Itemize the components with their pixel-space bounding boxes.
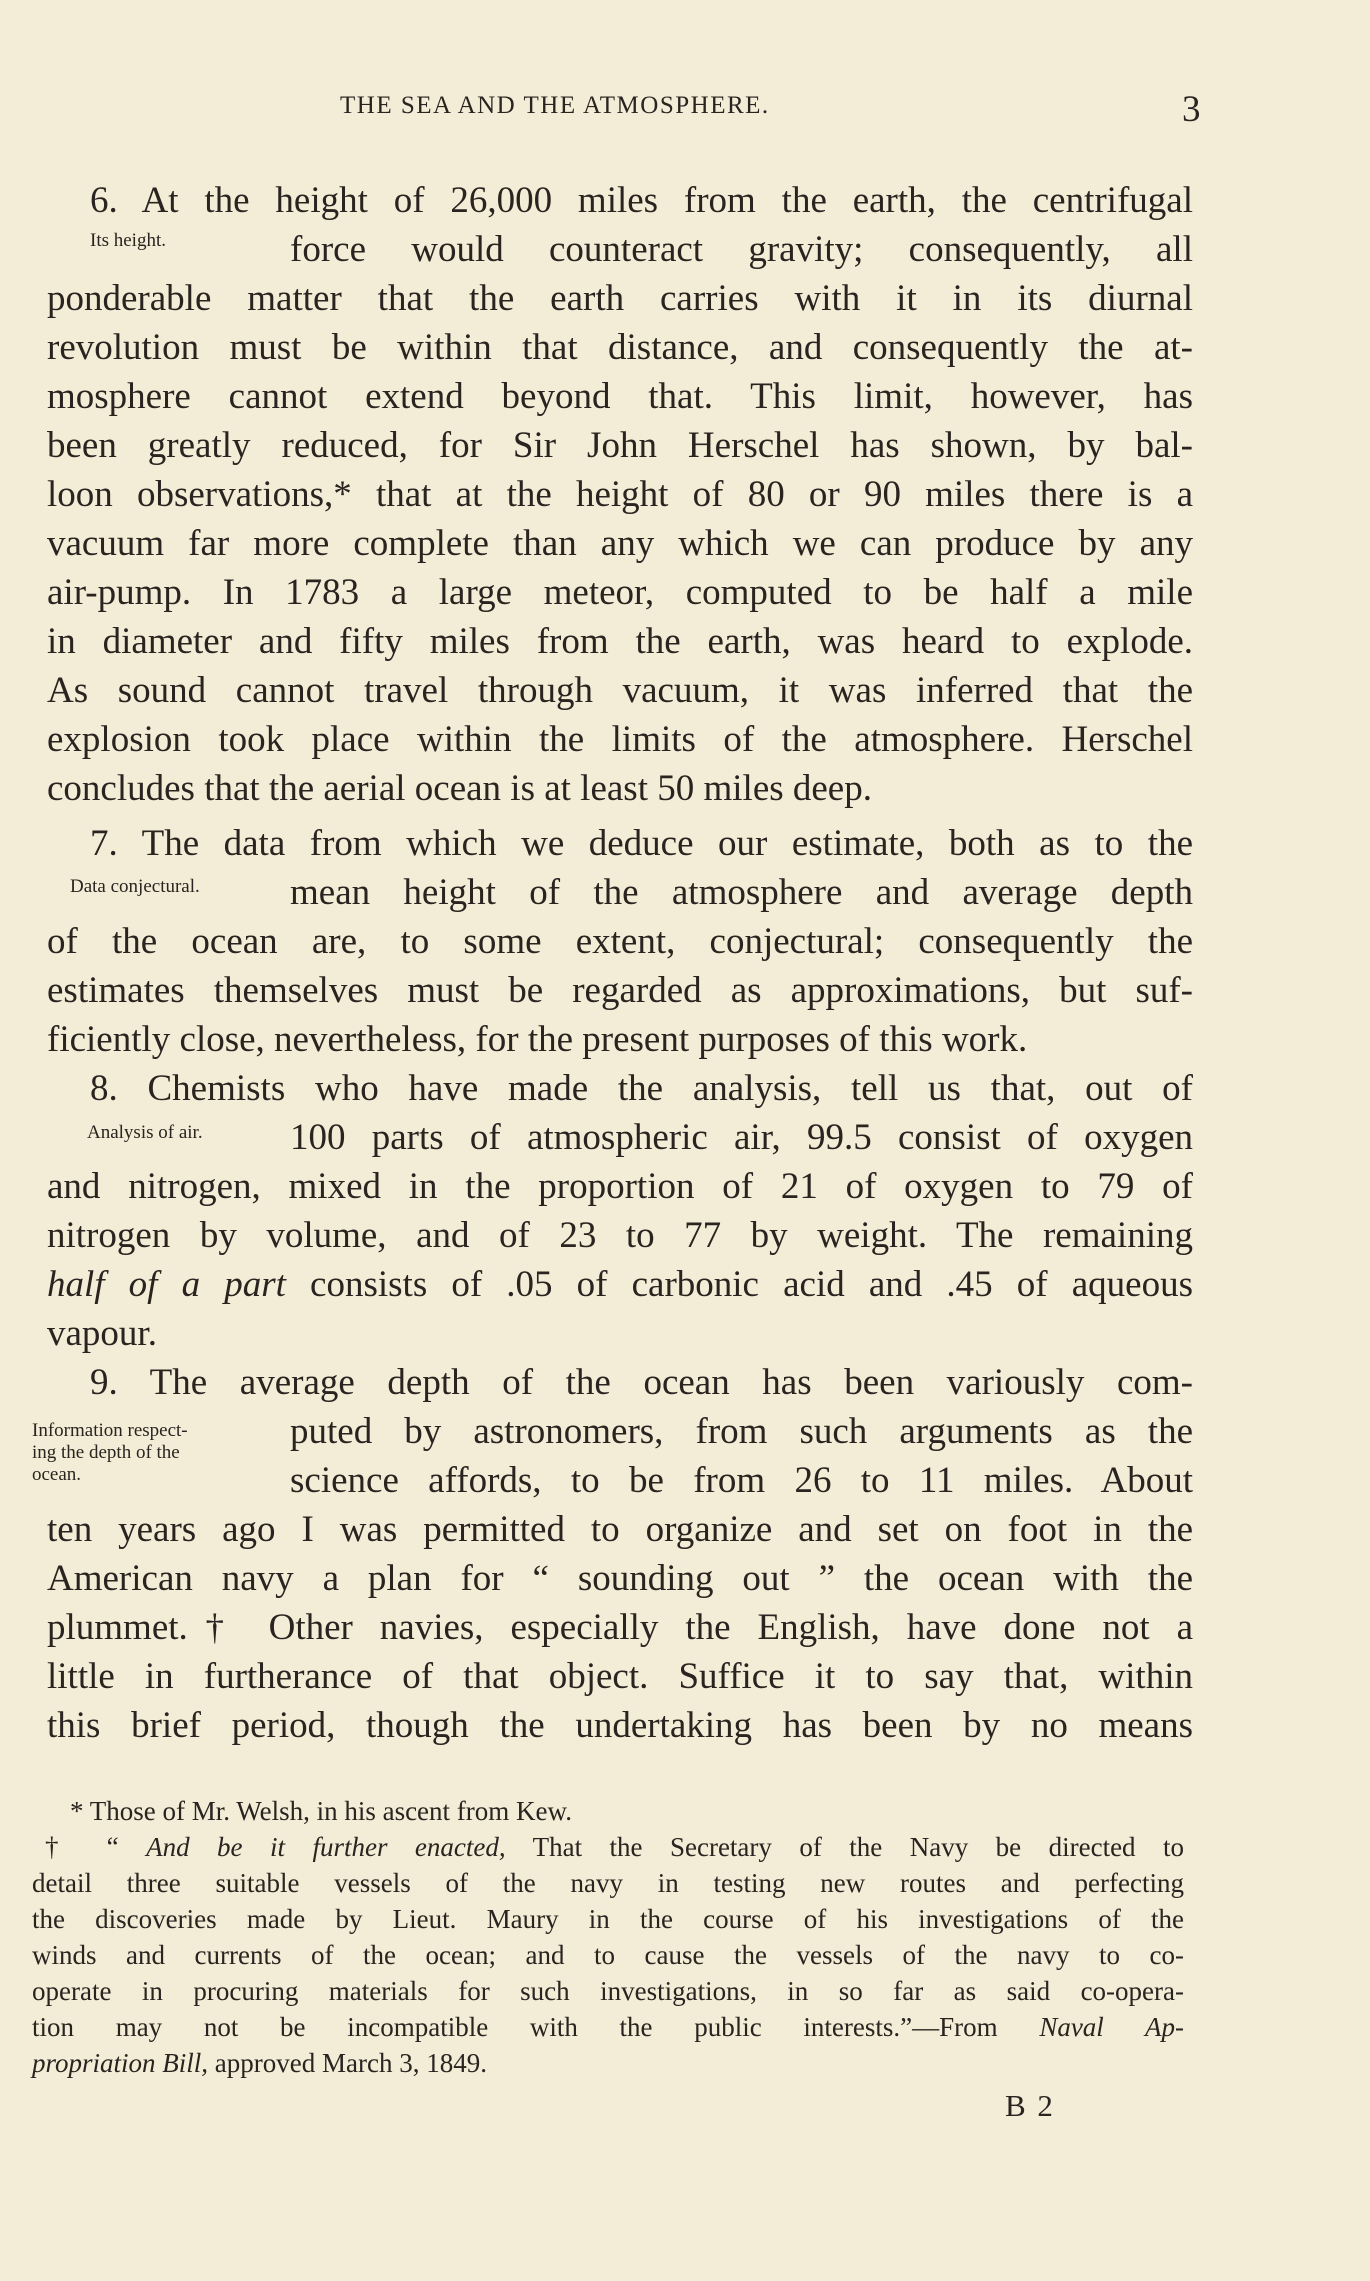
body-line: mosphere cannot extend beyond that. This limit, however, has <box>47 376 1193 417</box>
footnote-text: That the Secretary of the Navy be directed to <box>505 1832 1185 1862</box>
sidenote-data-conjectural: Data conjectural. <box>70 876 200 897</box>
italic-phrase: propriation Bill, <box>32 2048 209 2078</box>
footnote-line: operate in procuring materials for such investigations, in so far as said co-opera- <box>32 1976 1184 2006</box>
body-line: 100 parts of atmospheric air, 99.5 consist of oxygen <box>290 1117 1193 1158</box>
body-line: mean height of the atmosphere and average depth <box>290 872 1193 913</box>
body-line: vacuum far more complete than any which we can produce by any <box>47 523 1193 564</box>
sidenote-information-line1: Information respect- <box>32 1420 188 1441</box>
body-line: explosion took place within the limits of the atmosphere. Herschel <box>47 719 1193 760</box>
body-line: ponderable matter that the earth carries with it in its diurnal <box>47 278 1193 319</box>
body-line: 9. The average depth of the ocean has been variously com- <box>90 1362 1193 1403</box>
body-line: 6. At the height of 26,000 miles from the earth, the centrifugal <box>90 180 1193 221</box>
body-line: in diameter and fifty miles from the earth, was heard to explode. <box>47 621 1193 662</box>
footnote-line: winds and currents of the ocean; and to cause the vessels of the navy to co- <box>32 1940 1184 1970</box>
footnote-line <box>45 1829 1184 1865</box>
footnote-line: * Those of Mr. Welsh, in his ascent from Kew. <box>70 1796 573 1826</box>
body-line: ficiently close, nevertheless, for the present purposes of this work. <box>47 1019 1028 1060</box>
body-line: force would counteract gravity; consequently, all <box>290 229 1193 270</box>
signature-mark: B 2 <box>1005 2088 1055 2123</box>
footnote-text: tion may not be incompatible with the public interests.”—From <box>32 2012 1040 2042</box>
body-line: loon observations,* that at the height of 80 or 90 miles there is a <box>47 474 1193 515</box>
body-line: ten years ago I was permitted to organize and set on foot in the <box>47 1509 1193 1550</box>
body-line: puted by astronomers, from such arguments as the <box>290 1411 1193 1452</box>
page-number: 3 <box>1182 89 1201 130</box>
sidenote-analysis-of-air: Analysis of air. <box>87 1122 203 1143</box>
body-line: estimates themselves must be regarded as approximations, but suf- <box>47 970 1193 1011</box>
sidenote-its-height: Its height. <box>90 230 166 251</box>
body-line: concludes that the aerial ocean is at least 50 miles deep. <box>47 768 872 809</box>
running-head: THE SEA AND THE ATMOSPHERE. <box>340 92 770 119</box>
italic-phrase: Naval Ap- <box>1039 2012 1184 2042</box>
body-line: plummet.† Other navies, especially the English, have done not a <box>47 1607 1193 1648</box>
body-line: 8. Chemists who have made the analysis, tell us that, out of <box>90 1068 1193 1109</box>
body-line: American navy a plan for “ sounding out ” the ocean with the <box>47 1558 1193 1599</box>
body-line: science affords, to be from 26 to 11 miles. About <box>290 1460 1193 1501</box>
body-line: been greatly reduced, for Sir John Herschel has shown, by bal- <box>47 425 1193 466</box>
footnote-text: approved March 3, 1849. <box>208 2048 487 2078</box>
footnote-line <box>32 2009 1184 2045</box>
body-text: consists of .05 of carbonic acid and .45 of aqueous <box>285 1264 1193 1305</box>
body-line: 7. The data from which we deduce our estimate, both as to the <box>90 823 1193 864</box>
body-line: nitrogen by volume, and of 23 to 77 by weight. The remaining <box>47 1215 1193 1256</box>
body-line <box>47 1260 1193 1309</box>
body-line: little in furtherance of that object. Suffice it to say that, within <box>47 1656 1193 1697</box>
footnote-line: the discoveries made by Lieut. Maury in the course of his investigations of the <box>32 1904 1184 1934</box>
italic-phrase: half of a part <box>47 1264 286 1305</box>
body-line: As sound cannot travel through vacuum, it was inferred that the <box>47 670 1193 711</box>
body-line: air-pump. In 1783 a large meteor, computed to be half a mile <box>47 572 1193 613</box>
footnote-line: detail three suitable vessels of the navy in testing new routes and perfecting <box>32 1868 1184 1898</box>
footnote-line <box>32 2045 1184 2081</box>
italic-phrase: And be it further enacted, <box>146 1832 506 1862</box>
body-line: and nitrogen, mixed in the proportion of 21 of oxygen to 79 of <box>47 1166 1193 1207</box>
footnote-text: † “ <box>45 1832 147 1862</box>
body-line: revolution must be within that distance, and consequently the at- <box>47 327 1193 368</box>
body-line: this brief period, though the undertaking has been by no means <box>47 1705 1193 1746</box>
sidenote-information-line3: ocean. <box>32 1464 82 1485</box>
body-line: vapour. <box>47 1313 157 1354</box>
body-line: of the ocean are, to some extent, conjectural; consequently the <box>47 921 1193 962</box>
sidenote-information-line2: ing the depth of the <box>32 1442 180 1463</box>
